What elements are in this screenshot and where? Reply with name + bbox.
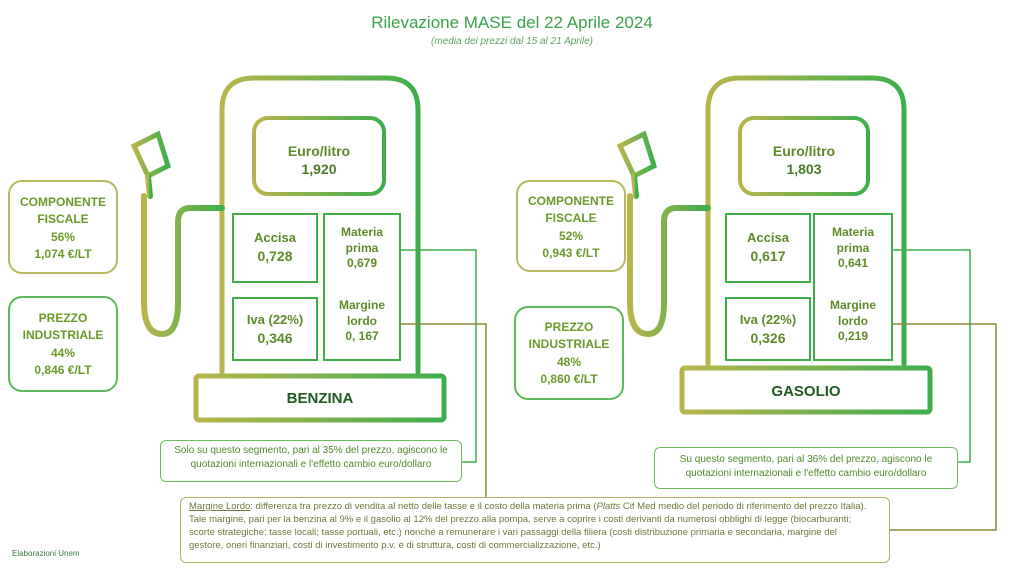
benzina-iva-value: 0,346 <box>257 329 293 346</box>
gasolio-fiscale-eur: 0,943 €/LT <box>542 246 600 261</box>
page-subtitle: (media dei prezzi dal 15 al 21 Aprile) <box>431 36 593 47</box>
gasolio-fiscale-label-1: COMPONENTE <box>527 194 614 208</box>
gasolio-industriale-eur: 0,860 €/LT <box>540 372 598 387</box>
footer-credit: Elaborazioni Unem <box>12 549 80 558</box>
gasolio-accisa-label: Accisa <box>747 230 789 245</box>
benzina-margine-label-2: lordo <box>347 313 377 328</box>
gasolio-materia-label-2: prima <box>836 240 870 255</box>
gasolio-materia-value: 0,641 <box>837 256 869 271</box>
page-title: Rilevazione MASE del 22 Aprile 2024 <box>371 13 653 32</box>
gasolio-margine-value: 0,219 <box>837 329 869 344</box>
benzina-euro-litro <box>258 142 380 178</box>
benzina-fiscale-eur: 1,074 €/LT <box>34 247 92 262</box>
benzina-materia-label-2: prima <box>345 240 379 255</box>
margine-note-platts: Platts <box>596 501 621 512</box>
gasolio-componente-fiscale <box>516 180 626 272</box>
gasolio-margine-label-2: lordo <box>838 313 868 328</box>
gasolio-note-line-1: Su questo segmento, pari al 36% del prezzo, agiscono le <box>679 454 933 465</box>
benzina-industriale-pct: 44% <box>50 345 76 360</box>
margine-note-line-2: Tale margine, pari per la benzina al 9% e il gasolio al 12% del prezzo alla pompa, serve a coprire i costi derivanti da numerosi obblighi di legge (biocarburanti; <box>189 514 852 526</box>
benzina-industriale-label-1: PREZZO <box>38 311 88 325</box>
gasolio-margine-lordo <box>814 298 892 345</box>
benzina-euro-litro-label: Euro/litro <box>287 143 351 159</box>
margine-note-term: Margine Lordo <box>189 501 251 512</box>
gasolio-iva <box>726 312 810 347</box>
benzina-note-line-2: quotazioni internazionali e l'effetto cambio euro/dollaro <box>190 458 432 470</box>
gasolio-note <box>654 447 958 489</box>
benzina-fiscale-label-1: COMPONENTE <box>19 195 106 209</box>
benzina-euro-litro-value: 1,920 <box>301 161 337 178</box>
gasolio-fiscale-pct: 52% <box>558 228 584 243</box>
benzina-note-line-1: Solo su questo segmento, pari al 35% del prezzo, agiscono le <box>174 445 448 456</box>
benzina-margine-label-1: Margine <box>338 298 385 312</box>
gasolio-iva-value: 0,326 <box>750 329 786 346</box>
benzina-label: BENZINA <box>286 390 354 407</box>
benzina-note <box>160 440 462 482</box>
gasolio-euro-litro-value: 1,803 <box>786 161 822 178</box>
margine-note-line-4: gestore, oneri finanziari, costi di investimento p.v. e di struttura, costi di commercializzazione, etc.) <box>189 540 601 552</box>
gasolio-industriale-pct: 48% <box>556 354 582 369</box>
gasolio-accisa <box>726 230 810 265</box>
gasolio-euro-litro <box>742 142 866 178</box>
benzina-iva-label: Iva (22%) <box>246 312 304 327</box>
benzina-accisa <box>233 230 317 265</box>
benzina-materia-value: 0,679 <box>346 256 378 271</box>
benzina-margine-value: 0, 167 <box>345 329 379 344</box>
benzina-fiscale-label-2: FISCALE <box>37 212 89 227</box>
benzina-componente-fiscale <box>8 180 118 274</box>
margine-lordo-note <box>180 497 890 563</box>
margine-note-line-3: scorte strategiche; tasse locali; tasse portuali, etc.) nonché a remunerare i vari passaggi della filiera (costi distribuzione primaria e secondaria, margine del <box>189 527 837 539</box>
benzina-accisa-label: Accisa <box>254 230 296 245</box>
gasolio-note-line-2: quotazioni internazionali e l'effetto cambio euro/dollaro <box>685 467 927 479</box>
gasolio-margine-label-1: Margine <box>829 298 876 312</box>
benzina-margine-lordo <box>324 298 400 345</box>
benzina-accisa-value: 0,728 <box>257 247 293 264</box>
gasolio-industriale-label-1: PREZZO <box>544 320 594 334</box>
margine-note-line-1a: : differenza tra prezzo di vendita al netto delle tasse e il costo della materia prima ( <box>250 501 597 512</box>
gasolio-materia-prima <box>814 225 892 272</box>
gasolio-accisa-value: 0,617 <box>750 247 786 264</box>
gasolio-iva-label: Iva (22%) <box>739 312 797 327</box>
benzina-materia-label-1: Materia <box>340 225 384 239</box>
margine-note-line-1 <box>189 500 881 513</box>
gasolio-label: GASOLIO <box>771 383 841 400</box>
benzina-prezzo-industriale <box>8 296 118 392</box>
benzina-industriale-label-2: INDUSTRIALE <box>22 328 104 343</box>
gasolio-prezzo-industriale <box>514 306 624 400</box>
benzina-iva <box>233 312 317 347</box>
benzina-industriale-eur: 0,846 €/LT <box>34 363 92 378</box>
gasolio-fiscale-label-2: FISCALE <box>545 211 597 226</box>
margine-note-line-1b: Cif Med medio del periodo di riferimento del prezzo Italia). <box>620 501 867 512</box>
benzina-materia-prima <box>324 225 400 272</box>
gasolio-materia-label-1: Materia <box>831 225 875 239</box>
benzina-fiscale-pct: 56% <box>50 229 76 244</box>
gasolio-euro-litro-label: Euro/litro <box>772 143 836 159</box>
gasolio-industriale-label-2: INDUSTRIALE <box>528 337 610 352</box>
